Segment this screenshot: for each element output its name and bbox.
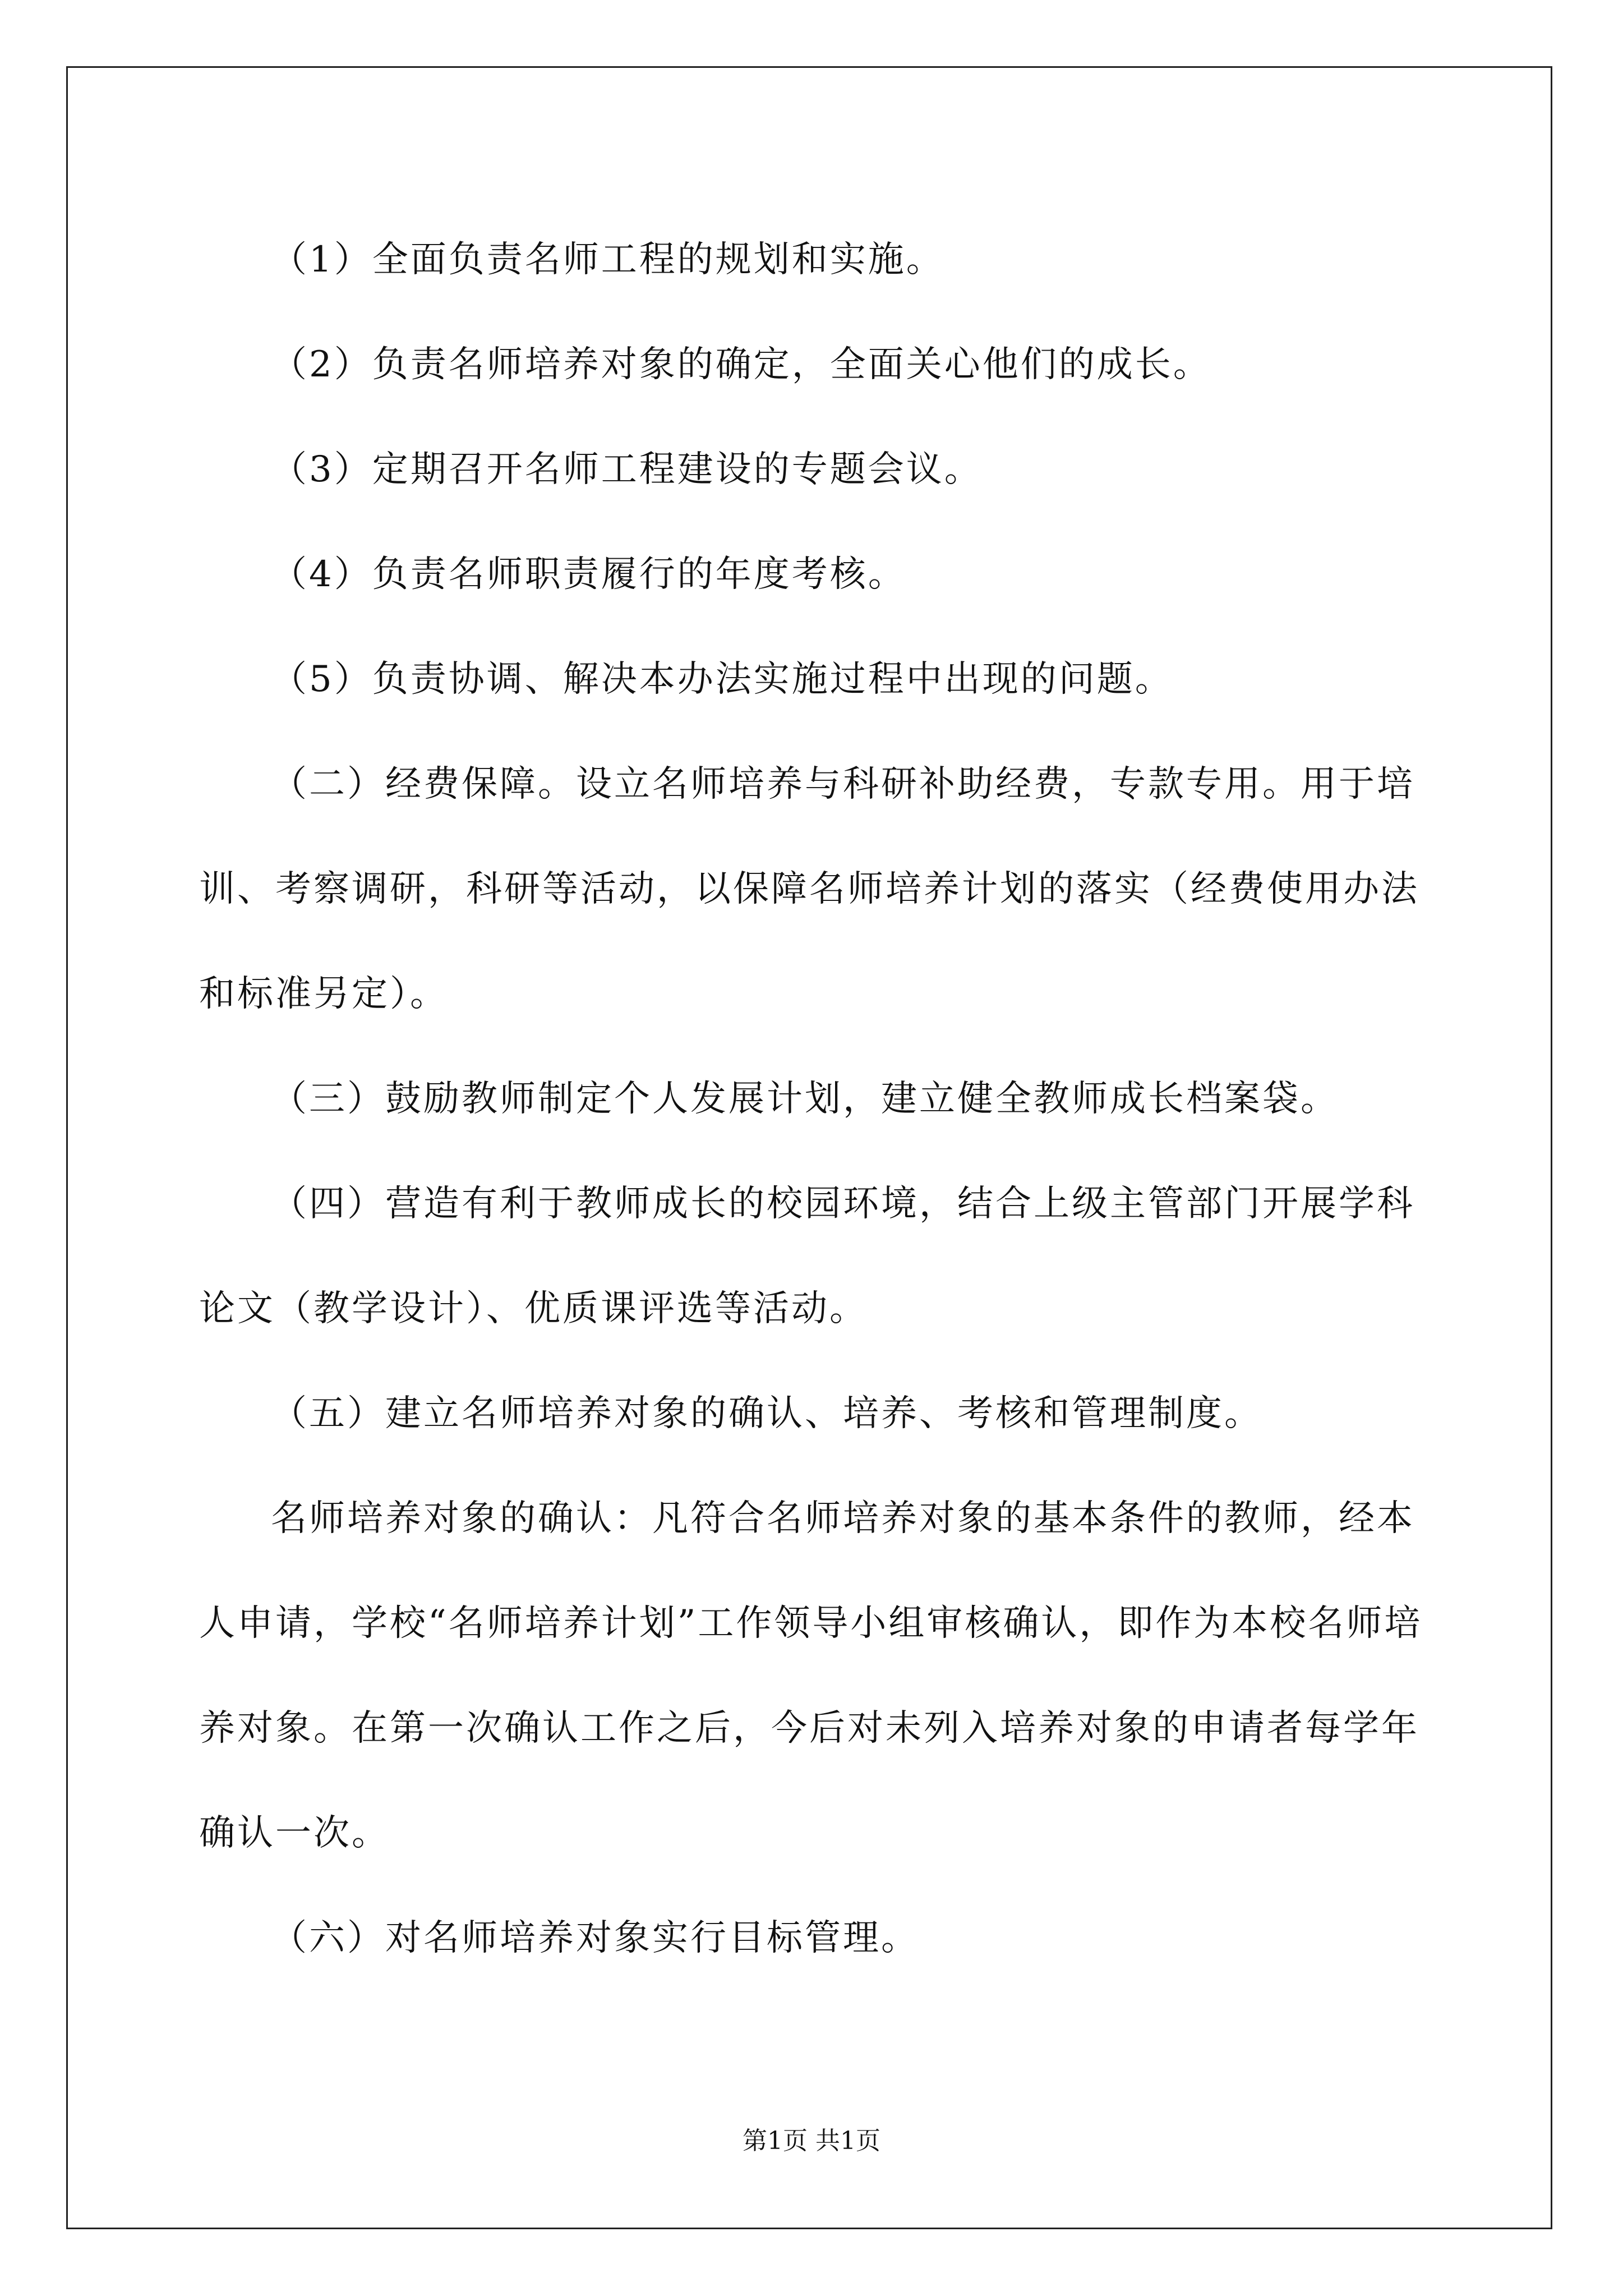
paragraph: （三）鼓励教师制定个人发展计划，建立健全教师成长档案袋。 — [271, 1078, 1339, 1120]
paragraph: （五）建立名师培养对象的确认、培养、考核和管理制度。 — [271, 1393, 1262, 1434]
paragraph: （六）对名师培养对象实行目标管理。 — [271, 1917, 919, 1959]
document-body — [199, 208, 1427, 1991]
paragraph: （2）负责名师培养对象的确定，全面关心他们的成长。 — [271, 344, 1211, 385]
paragraph: （1）全面负责名师工程的规划和实施。 — [271, 239, 944, 280]
paragraph: （5）负责协调、解决本办法实施过程中出现的问题。 — [271, 659, 1173, 700]
paragraph: （四）营造有利于教师成长的校园环境，结合上级主管部门开展学科论文（教学设计）、优质课评选等活动。 — [199, 1183, 1415, 1329]
paragraph: （4）负责名师职责履行的年度考核。 — [271, 554, 906, 595]
paragraph: 名师培养对象的确认：凡符合名师培养对象的基本条件的教师，经本人申请，学校“名师培养计划”工作领导小组审核确认，即作为本校名师培养对象。在第一次确认工作之后，今后对未列入培养对象的申请者每学年确认一次。 — [199, 1498, 1423, 1854]
paragraph: （二）经费保障。设立名师培养与科研补助经费，专款专用。用于培训、考察调研，科研等活动，以保障名师培养计划的落实（经费使用办法和标准另定）。 — [199, 763, 1419, 1015]
paragraph: （3）定期召开名师工程建设的专题会议。 — [271, 449, 983, 490]
page-number-footer: 第1页 共1页 — [743, 2127, 880, 2155]
